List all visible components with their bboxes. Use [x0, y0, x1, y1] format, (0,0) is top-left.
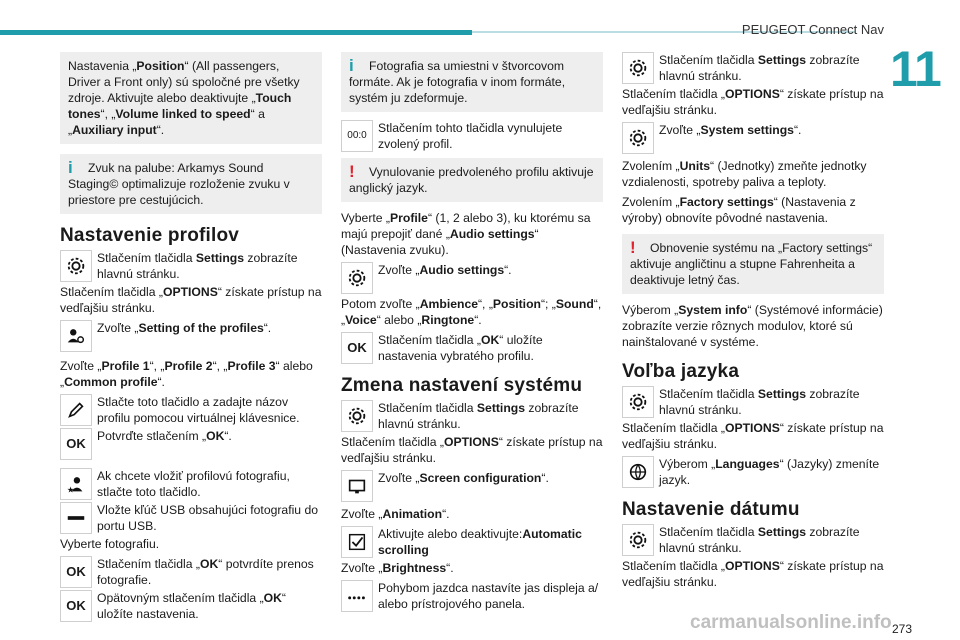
- screen-config-text: Zvoľte „Screen configuration“.: [378, 471, 549, 485]
- gear-icon[interactable]: [622, 524, 654, 556]
- audio-settings-text: Zvoľte „Audio settings“.: [378, 263, 512, 277]
- ok-row-1: [60, 428, 322, 460]
- profiles-choice-text: Zvoľte „Profile 1“, „Profile 2“, „Profile 3“ alebo „Common profile“.: [60, 359, 313, 389]
- system-info-text: Výberom „System info“ (Systémové informácie) zobrazíte verzie rôznych modulov, ktoré sú nainštalované v systéme.: [622, 303, 883, 349]
- brightness-text: Zvoľte „Brightness“.: [341, 561, 454, 575]
- settings-text-2: Stlačením tlačidla Settings zobrazíte hlavnú stránku.: [378, 401, 579, 431]
- column-1: [60, 52, 322, 624]
- ok-row-3: [60, 590, 322, 622]
- photo-text: Ak chcete vložiť profilovú fotografiu, stlačte toto tlačidlo.: [97, 469, 290, 499]
- ambience-text: Potom zvoľte „Ambience“, „Position“; „Sound“, „Voice“ alebo „Ringtone“.: [341, 297, 602, 327]
- watermark: carmanualsonline.info: [690, 612, 892, 633]
- heading-language: Voľba jazyka: [622, 361, 740, 382]
- ok-icon[interactable]: OK: [60, 590, 92, 622]
- ok-save-text: Stlačením tlačidla „OK“ uložíte nastavenia vybratého profilu.: [378, 333, 543, 363]
- pen-row: [60, 394, 322, 426]
- pen-text: Stlačte toto tlačidlo a zadajte názov profilu pomocou virtuálnej klávesnice.: [97, 395, 300, 425]
- options-text-5: Stlačením tlačidla „OPTIONS“ získate prístup na vedľajšiu stránku.: [622, 559, 884, 589]
- heading-date: Nastavenie dátumu: [622, 499, 800, 520]
- photo-star-icon[interactable]: [60, 468, 92, 500]
- warning-note-factory: ! Obnovenie systému na „Factory settings“ aktivuje angličtinu a stupne Fahrenheita a deaktivuje letný čas.: [622, 234, 884, 294]
- ok-text-2: Stlačením tlačidla „OK“ potvrdíte prenos fotografie.: [97, 557, 314, 587]
- settings-text-4: Stlačením tlačidla Settings zobrazíte hlavnú stránku.: [659, 387, 860, 417]
- gear-icon[interactable]: [341, 400, 373, 432]
- factory-text: Zvolením „Factory settings“ (Nastavenia z výroby) obnovíte pôvodné nastavenia.: [622, 195, 856, 225]
- warning-icon: !: [630, 238, 636, 257]
- ok-text-1: Potvrďte stlačením „OK“.: [97, 429, 232, 443]
- gear-icon[interactable]: [622, 52, 654, 84]
- profile-settings-row: [60, 320, 322, 352]
- system-settings-text: Zvoľte „System settings“.: [659, 123, 802, 137]
- usb-text: Vložte kľúč USB obsahujúci fotografiu do portu USB.: [97, 503, 319, 533]
- header-title: PEUGEOT Connect Nav: [741, 22, 884, 37]
- photo-row: [60, 468, 322, 500]
- ok-text-3: Opätovným stlačením tlačidla „OK“ uložíte nastavenia.: [97, 591, 286, 621]
- languages-row: [622, 456, 884, 488]
- header-accent-bar: [0, 30, 472, 35]
- checkbox-icon[interactable]: [341, 526, 373, 558]
- reset-text: Stlačením tohto tlačidla vynulujete zvolený profil.: [378, 121, 563, 151]
- position-note-box: Nastavenia „Position“ (All passengers, Driver a Front only) sú spoločné pre všetky zdroje. Aktivujte alebo deaktivujte „Touch tones“, „Volume linked to speed“ a „Auxiliary input“.: [60, 52, 322, 144]
- column-2: [341, 52, 603, 614]
- options-text-4: Stlačením tlačidla „OPTIONS“ získate prístup na vedľajšiu stránku.: [622, 421, 884, 451]
- settings-text: Stlačením tlačidla Settings zobrazíte hlavnú stránku.: [97, 251, 298, 281]
- language-icon[interactable]: [622, 456, 654, 488]
- settings-row-5: [622, 524, 884, 556]
- settings-text-3: Stlačením tlačidla Settings zobrazíte hlavnú stránku.: [659, 53, 860, 83]
- profile-settings-text: Zvoľte „Setting of the profiles“.: [97, 321, 272, 335]
- settings-row-4: [622, 386, 884, 418]
- system-settings-row: [622, 122, 884, 154]
- languages-text: Výberom „Languages“ (Jazyky) zmeníte jazyk.: [659, 457, 880, 487]
- info-note-arkamys: i Zvuk na palube: Arkamys Sound Staging© optimalizuje rozloženie zvuku v priestore pre cestujúcich.: [60, 154, 322, 214]
- reset-row: [341, 120, 603, 152]
- gear-icon[interactable]: [60, 250, 92, 282]
- warning-icon: !: [349, 162, 355, 181]
- screen-icon[interactable]: [341, 470, 373, 502]
- reset-icon[interactable]: 00:0: [341, 120, 373, 152]
- brightness-row: [341, 580, 603, 612]
- options-text: Stlačením tlačidla „OPTIONS“ získate prístup na vedľajšiu stránku.: [60, 285, 322, 315]
- usb-row: [60, 502, 322, 534]
- settings-row: [60, 250, 322, 282]
- gear-icon[interactable]: [341, 262, 373, 294]
- heading-system: Zmena nastavení systému: [341, 375, 583, 396]
- animation-text: Zvoľte „Animation“.: [341, 507, 450, 521]
- select-photo-text: Vyberte fotografiu.: [60, 537, 160, 551]
- brightness-desc: Pohybom jazdca nastavíte jas displeja a/ alebo prístrojového panela.: [378, 581, 599, 611]
- info-note-photo: i Fotografia sa umiestni v štvorcovom formáte. Ak je fotografia v inom formáte, systém ju zdeformuje.: [341, 52, 603, 112]
- warning-note-reset: ! Vynulovanie predvoleného profilu aktivuje anglický jazyk.: [341, 158, 603, 202]
- heading-profiles: Nastavenie profilov: [60, 225, 240, 246]
- audio-settings-row: [341, 262, 603, 294]
- units-text: Zvolením „Units“ (Jednotky) zmeňte jednotky vzdialenosti, spotreby paliva a teploty.: [622, 159, 867, 189]
- ok-icon[interactable]: OK: [341, 332, 373, 364]
- svg-text:★: ★: [66, 484, 75, 495]
- auto-scroll-text: Aktivujte alebo deaktivujte:Automatic scrolling: [378, 527, 582, 557]
- screen-config-row: [341, 470, 603, 502]
- choose-profile-text: Vyberte „Profile“ (1, 2 alebo 3), ku ktorému sa majú prepojiť dané „Audio settings“ (Nastavenia zvuku).: [341, 211, 591, 257]
- settings-row-3: [622, 52, 884, 84]
- pen-icon[interactable]: [60, 394, 92, 426]
- settings-text-5: Stlačením tlačidla Settings zobrazíte hlavnú stránku.: [659, 525, 860, 555]
- info-icon: i: [349, 56, 354, 75]
- ok-icon[interactable]: OK: [60, 556, 92, 588]
- column-3: [622, 52, 884, 594]
- gear-icon[interactable]: [622, 122, 654, 154]
- settings-row-2: [341, 400, 603, 432]
- gear-icon[interactable]: [622, 386, 654, 418]
- brightness-slider-icon[interactable]: [341, 580, 373, 612]
- info-icon: i: [68, 158, 73, 177]
- profile-settings-icon[interactable]: [60, 320, 92, 352]
- options-text-3: Stlačením tlačidla „OPTIONS“ získate prístup na vedľajšiu stránku.: [622, 87, 884, 117]
- page-number: 273: [891, 622, 912, 636]
- chapter-number: 11: [890, 41, 941, 97]
- options-text-2: Stlačením tlačidla „OPTIONS“ získate prístup na vedľajšiu stránku.: [341, 435, 603, 465]
- usb-icon: [60, 502, 92, 534]
- ok-icon[interactable]: OK: [60, 428, 92, 460]
- auto-scroll-row: [341, 526, 603, 558]
- ok-row-2: [60, 556, 322, 588]
- ok-save-row: [341, 332, 603, 364]
